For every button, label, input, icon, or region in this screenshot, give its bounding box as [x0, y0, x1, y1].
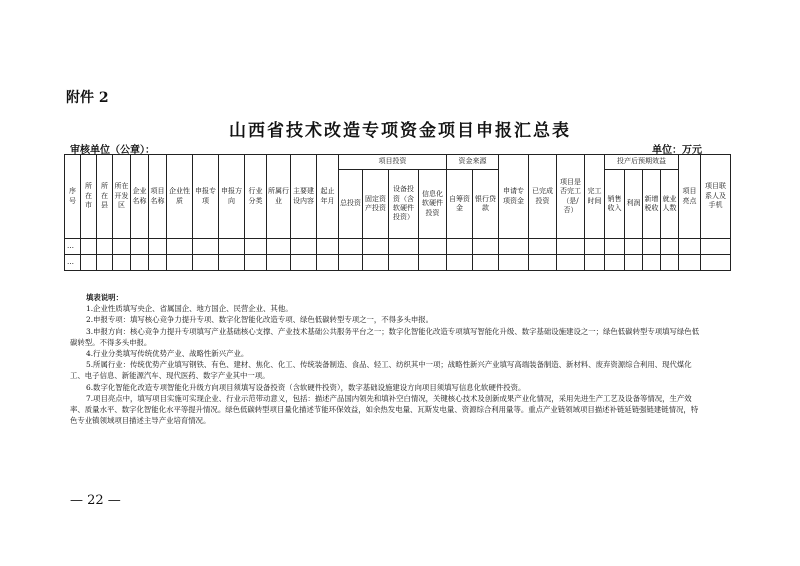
note-item: 6.数字化智能化改造专项智能化升级方向项目须填写设备投资（含软硬件投资），数字基础设施建设方向项目须填写信息化软硬件投资。 — [86, 382, 526, 392]
header-completed: 项目是否完工（是/否） — [557, 155, 585, 239]
table-row — [65, 239, 731, 255]
filling-notes — [70, 292, 702, 426]
note-item: 1.企业性质填写央企、省属国企、地方国企、民营企业、其他。 — [86, 304, 293, 314]
header-finish-time: 完工时间 — [585, 155, 605, 239]
header-industry: 所属行业 — [267, 155, 291, 239]
row-marker: … — [65, 239, 81, 255]
audit-unit-label: 审核单位（公章）： — [70, 145, 155, 156]
header-sales: 销售收入 — [605, 170, 625, 239]
header-info-investment: 信息化软硬件投资 — [419, 170, 447, 239]
header-topic: 申报专项 — [193, 155, 219, 239]
page-number: — 22 — — [70, 493, 121, 508]
header-fixed-assets: 固定资产投资 — [363, 170, 389, 239]
document-title: 山西省技术改造专项资金项目申报汇总表 — [229, 121, 571, 141]
header-company: 企业名称 — [131, 155, 149, 239]
note-item: 3.申报方向：核心竞争力提升专项填写产业基础核心支撑、产业技术基础公共服务平台之一；数字化智能化改造专项填写智能化升级、数字基础设施建设之一；绿色低碳转型专项填写绿色低碳转型。不得多头申报。 — [70, 326, 700, 347]
header-contact: 项目联系人及手机 — [701, 155, 731, 239]
header-equipment: 设备投资（含软硬件投资） — [389, 170, 419, 239]
row-marker: … — [65, 255, 81, 271]
header-nature: 企业性质 — [167, 155, 193, 239]
header-apply-fund: 申请专项资金 — [499, 155, 529, 239]
table-row — [65, 255, 731, 271]
header-industry-category: 行业分类 — [245, 155, 267, 239]
header-city: 所在市 — [81, 155, 97, 239]
header-bank-loan: 银行贷款 — [473, 170, 499, 239]
header-jobs: 就业人数 — [661, 170, 679, 239]
header-profit: 利润 — [625, 170, 643, 239]
header-seq: 序号 — [65, 155, 81, 239]
header-group-funding: 资金来源 — [447, 155, 499, 170]
header-highlight: 项目亮点 — [679, 155, 701, 239]
header-zone: 所在开发区 — [113, 155, 131, 239]
header-project: 项目名称 — [149, 155, 167, 239]
note-item: 2.申报专项：填写核心竞争力提升专项、数字化智能化改造专项、绿色低碳转型专项之一，不得多头申报。 — [86, 315, 434, 325]
header-direction: 申报方向 — [219, 155, 245, 239]
note-item: 7.项目亮点中，填写项目实施可实现企业、行业示范带动意义，包括：描述产品国内领先和填补空白情况，关键核心技术及创新成果产业化情况，采用先进生产工艺及设备等情况，生产效率、质量水平、数字化智能化水平等提升情况。绿色低碳转型项目量化描述节能环保效益，如余热发电量、瓦斯发电量、资源综合利用量等。重点产业链领域项目描述补链延链强链建链情况，特色专业镇领域项目描述主导产业培育情况。 — [70, 393, 699, 426]
header-done-invest: 已完成投资 — [529, 155, 557, 239]
header-county: 所在县 — [97, 155, 113, 239]
summary-table — [64, 154, 731, 271]
note-item: 4.行业分类填写传统优势产业、战略性新兴产业。 — [86, 349, 249, 359]
notes-title: 填表说明： — [86, 293, 123, 302]
header-tax: 新增税收 — [643, 170, 661, 239]
attachment-label: 附件 2 — [66, 90, 109, 106]
note-item: 5.所属行业：传统优势产业填写钢铁、有色、建材、焦化、化工、传统装备制造、食品、轻工、纺织其中一项；战略性新兴产业填写高端装备制造、新材料、废弃资源综合利用、现代煤化工、电子信息、新能源汽车、现代医药、数字产业其中一项。 — [70, 360, 692, 381]
header-group-benefit: 投产后预期效益 — [605, 155, 679, 170]
header-period: 起止年月 — [317, 155, 339, 239]
header-content: 主要建设内容 — [291, 155, 317, 239]
header-total-investment: 总投资 — [339, 170, 363, 239]
header-self-funds: 自筹资金 — [447, 170, 473, 239]
header-group-investment: 项目投资 — [339, 155, 447, 170]
currency-unit-label: 单位：万元 — [652, 145, 702, 156]
